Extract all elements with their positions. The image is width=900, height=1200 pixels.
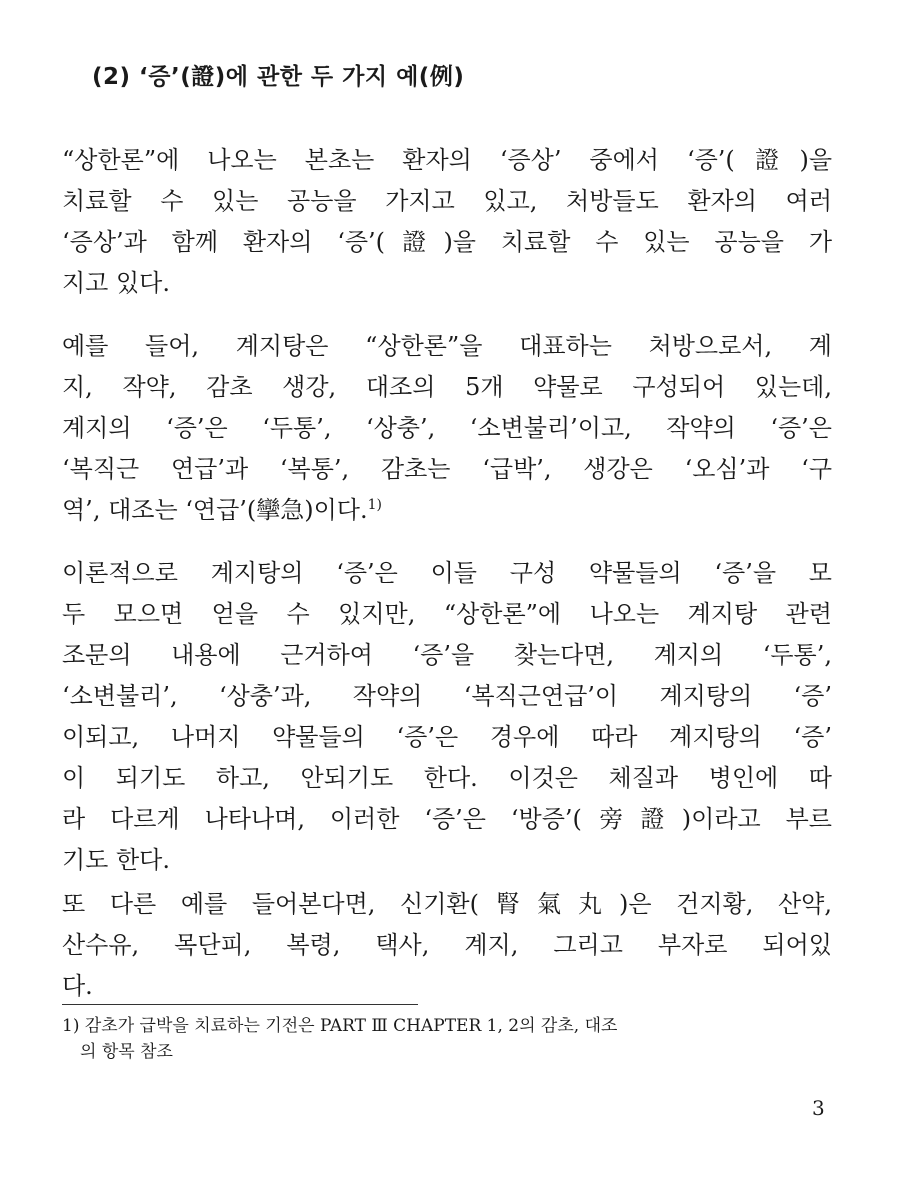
paragraph-line: 이되고, 나머지 약물들의 ‘증’은 경우에 따라 계지탕의 ‘증’ bbox=[62, 723, 832, 751]
paragraph-line: 지, 작약, 감초 생강, 대조의 5개 약물로 구성되어 있는데, bbox=[62, 373, 832, 401]
footnote-line: 1) 감초가 급박을 치료하는 기전은 PART Ⅲ CHAPTER 1, 2의 감초, 대조 bbox=[62, 1016, 618, 1036]
footnote-divider bbox=[62, 1004, 418, 1005]
paragraph-3 bbox=[62, 553, 832, 881]
paragraph-2 bbox=[62, 326, 832, 531]
paragraph-line: ‘복직근 연급’과 ‘복통’, 감초는 ‘급박’, 생강은 ‘오심’과 ‘구 bbox=[62, 455, 832, 483]
paragraph-line: 다. bbox=[62, 972, 93, 1000]
paragraph-line: 이 되기도 하고, 안되기도 한다. 이것은 체질과 병인에 따 bbox=[62, 764, 832, 792]
footnote-line: 의 항목 참조 bbox=[80, 1042, 173, 1062]
paragraph-line: 예를 들어, 계지탕은 “상한론”을 대표하는 처방으로서, 계 bbox=[62, 332, 832, 360]
paragraph-line: 두 모으면 얻을 수 있지만, “상한론”에 나오는 계지탕 관련 bbox=[62, 600, 832, 628]
paragraph-line: 또 다른 예를 들어본다면, 신기환(腎氣丸)은 건지황, 산약, bbox=[62, 890, 832, 918]
footnote-marker: 1) bbox=[367, 497, 382, 513]
paragraph-line: 계지의 ‘증’은 ‘두통’, ‘상충’, ‘소변불리’이고, 작약의 ‘증’은 bbox=[62, 414, 832, 442]
paragraph-line: 지고 있다. bbox=[62, 269, 170, 297]
paragraph-line: 라 다르게 나타나며, 이러한 ‘증’은 ‘방증’(旁證)이라고 부르 bbox=[62, 805, 832, 833]
paragraph-4 bbox=[62, 884, 832, 1007]
section-heading: (2) ‘증’(證)에 관한 두 가지 예(例) bbox=[92, 64, 465, 90]
paragraph-line: 이론적으로 계지탕의 ‘증’은 이들 구성 약물들의 ‘증’을 모 bbox=[62, 559, 832, 587]
paragraph-line: 산수유, 목단피, 복령, 택사, 계지, 그리고 부자로 되어있 bbox=[62, 931, 832, 959]
paragraph-line-text: 역’, 대조는 ‘연급’(攣急)이다. bbox=[62, 496, 368, 524]
paragraph-line: 조문의 내용에 근거하여 ‘증’을 찾는다면, 계지의 ‘두통’, bbox=[62, 641, 832, 669]
paragraph-line: 기도 한다. bbox=[62, 846, 170, 874]
paragraph-line: ‘증상’과 함께 환자의 ‘증’(證)을 치료할 수 있는 공능을 가 bbox=[62, 228, 832, 256]
paragraph-line: 치료할 수 있는 공능을 가지고 있고, 처방들도 환자의 여러 bbox=[62, 187, 832, 215]
page-number: 3 bbox=[812, 1096, 825, 1120]
paragraph-line: ‘소변불리’, ‘상충’과, 작약의 ‘복직근연급’이 계지탕의 ‘증’ bbox=[62, 682, 832, 710]
paragraph-line: “상한론”에 나오는 본초는 환자의 ‘증상’ 중에서 ‘증’(證)을 bbox=[62, 146, 832, 174]
paragraph-line-with-footnote bbox=[62, 490, 832, 531]
paragraph-1 bbox=[62, 140, 832, 304]
footnote bbox=[62, 1013, 832, 1065]
